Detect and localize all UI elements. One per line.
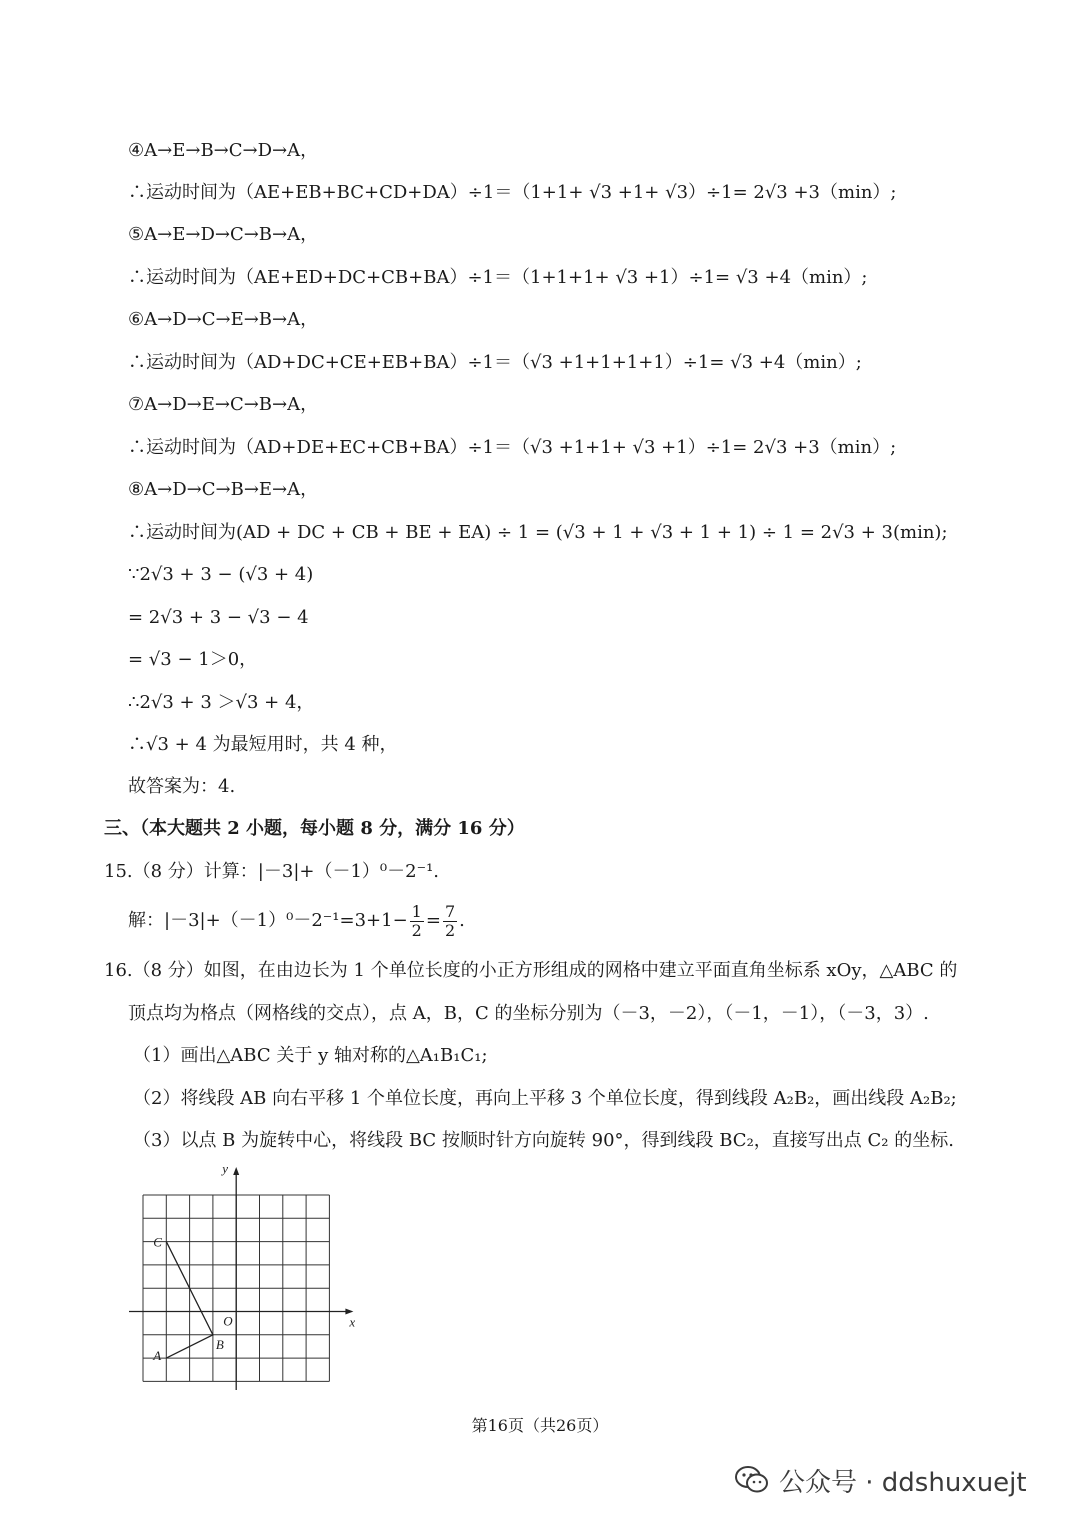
compare-line-3: = √3 − 1＞0， <box>128 649 258 670</box>
fraction-result-denominator: 2 <box>444 920 456 940</box>
fraction-half-numerator: 1 <box>411 901 422 921</box>
origin-label: O <box>223 1313 233 1329</box>
coordinate-grid-figure <box>120 1160 370 1390</box>
y-axis-arrow <box>233 1167 239 1175</box>
watermark-text: 公众号 · ddshuxuejt <box>779 1467 1027 1498</box>
fraction-result-numerator: 7 <box>444 901 456 921</box>
compare-line-2: = 2√3 + 3 − √3 − 4 <box>128 607 309 628</box>
route-7-time: ∴运动时间为（AD+DE+EC+CB+BA）÷1＝（√3 +1+1+ √3 +1）÷1= 2√3 +3（min）; <box>128 437 897 458</box>
route-7-line: ⑦A→D→E→C→B→A， <box>128 394 319 415</box>
fraction-half <box>410 903 424 940</box>
q16-prompt-line1: 16.（8 分）如图，在由边长为 1 个单位长度的小正方形组成的网格中建立平面直角坐标系 xOy，△ABC 的 <box>104 960 958 981</box>
fraction-half-denominator: 2 <box>411 920 422 940</box>
q15-solution-text: 解：|－3|+（－1）⁰－2⁻¹=3+1− <box>128 910 408 931</box>
q16-part2: （2）将线段 AB 向右平移 1 个单位长度，再向上平移 3 个单位长度，得到线段 A₂B₂，画出线段 A₂B₂; <box>133 1088 957 1109</box>
wechat-icon <box>735 1465 769 1495</box>
axes <box>129 1167 356 1390</box>
q16-prompt-line2: 顶点均为格点（网格线的交点），点 A，B，C 的坐标分别为（－3，－2），（－1，－1），（－3，3）. <box>128 1003 929 1024</box>
point-c-label: C <box>153 1234 162 1250</box>
answer-line: 故答案为：4. <box>128 776 236 797</box>
route-5-line: ⑤A→E→D→C→B→A， <box>128 224 319 245</box>
compare-line-1: ∵2√3 + 3 − (√3 + 4) <box>128 564 314 585</box>
route-8-line: ⑧A→D→C→B→E→A， <box>128 479 319 500</box>
q16-part1: （1）画出△ABC 关于 y 轴对称的△A₁B₁C₁; <box>133 1045 488 1066</box>
q15-solution <box>128 899 465 943</box>
conclusion-line: ∴√3 + 4 为最短用时，共 4 种， <box>128 734 398 755</box>
period: . <box>459 910 465 931</box>
route-4-time: ∴运动时间为（AE+EB+BC+CD+DA）÷1＝（1+1+ √3 +1+ √3）÷1= 2√3 +3（min）; <box>128 182 897 203</box>
section-heading: 三、（本大题共 2 小题，每小题 8 分，满分 16 分） <box>104 818 525 839</box>
page-number: 第16页（共26页） <box>471 1416 609 1435</box>
y-axis-label: y <box>222 1161 228 1176</box>
route-6-time: ∴运动时间为（AD+DC+CE+EB+BA）÷1＝（√3 +1+1+1+1）÷1= √3 +4（min）; <box>128 352 862 373</box>
fraction-result <box>443 903 457 940</box>
x-axis-label: x <box>349 1314 356 1330</box>
route-4-line: ④A→E→B→C→D→A， <box>128 140 319 161</box>
q15-prompt: 15.（8 分）计算：|－3|+（－1）⁰－2⁻¹. <box>104 861 440 882</box>
route-6-line: ⑥A→D→C→E→B→A， <box>128 309 319 330</box>
compare-line-4: ∴2√3 + 3 ＞√3 + 4， <box>128 692 315 713</box>
figure-labels <box>152 1161 355 1363</box>
point-a-label: A <box>153 1348 162 1364</box>
equals-sign: = <box>425 910 441 931</box>
q16-part3: （3）以点 B 为旋转中心，将线段 BC 按顺时针方向旋转 90°，得到线段 BC₂，直接写出点 C₂ 的坐标. <box>133 1130 954 1151</box>
route-8-time: ∴运动时间为(AD + DC + CB + BE + EA) ÷ 1 = (√3 + 1 + √3 + 1 + 1) ÷ 1 = 2√3 + 3(min); <box>128 522 948 543</box>
route-5-time: ∴运动时间为（AE+ED+DC+CB+BA）÷1＝（1+1+1+ √3 +1）÷1= √3 +4（min）; <box>128 267 868 288</box>
watermark <box>735 1460 1027 1500</box>
point-b-label: B <box>215 1336 224 1352</box>
